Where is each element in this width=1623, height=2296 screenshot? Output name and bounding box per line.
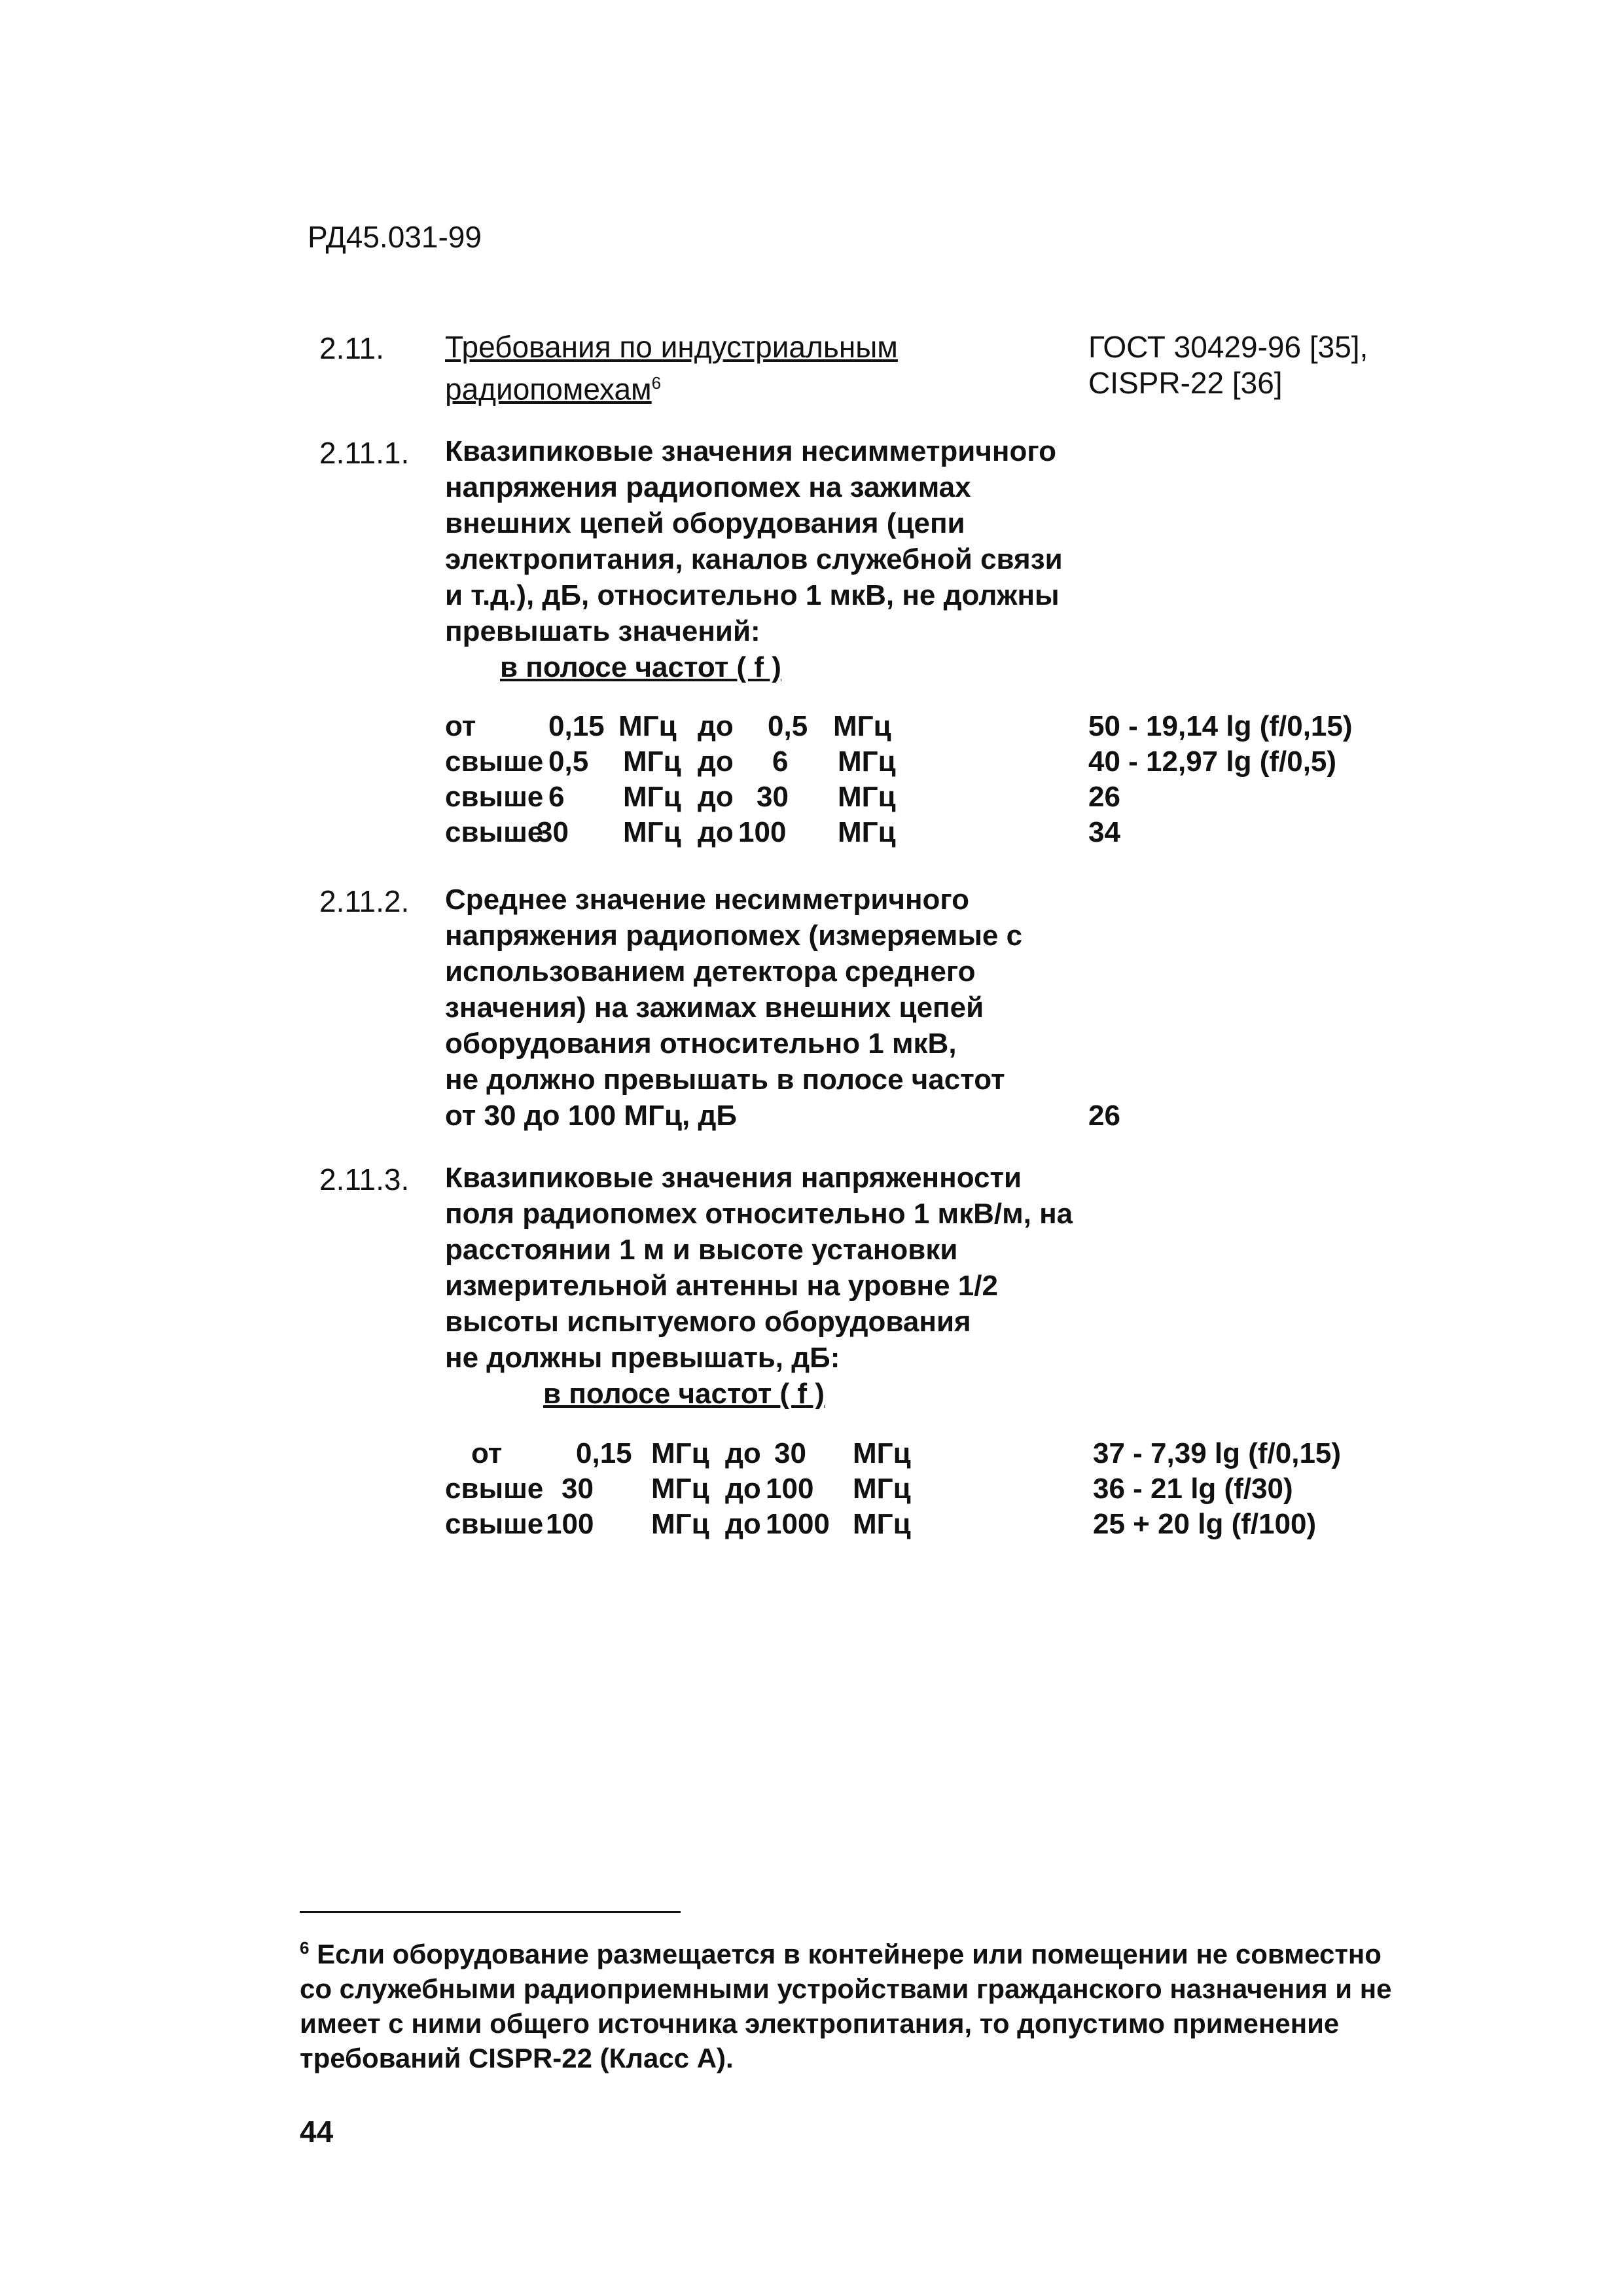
row-to: до (725, 1473, 761, 1505)
footnote-line: имеет с ними общего источника электропитания, то допустимо применение (300, 2008, 1340, 2039)
section-2-11-title (445, 329, 898, 407)
text-line: использованием детектора среднего (445, 956, 976, 988)
row-to: до (698, 781, 734, 813)
table-row (0, 779, 1623, 815)
text-line: внешних цепей оборудования (цепи (445, 507, 965, 539)
row-prefix: свыше (445, 816, 544, 848)
row-limit-value: 40 - 12,97 lg (f/0,5) (1088, 745, 1337, 778)
table-row (0, 1471, 1623, 1507)
section-2-11-2-value: 26 (1088, 1100, 1120, 1132)
row-to: до (698, 710, 734, 742)
footnote-line: со служебными радиоприемными устройствами гражданского назначения и не (300, 1973, 1392, 2004)
row-unit: МГц (853, 1508, 911, 1540)
text-line: Среднее значение несимметричного (445, 884, 970, 916)
text-line: значения) на зажимах внешних цепей (445, 992, 984, 1024)
row-from: 0,5 (548, 745, 589, 778)
row-limit-value: 26 (1088, 781, 1120, 813)
text-line: поля радиопомех относительно 1 мкВ/м, на (445, 1198, 1073, 1230)
row-unit: МГц (651, 1473, 709, 1505)
row-to: до (725, 1508, 761, 1540)
section-2-11-3-number: 2.11.3. (319, 1162, 410, 1196)
section-2-11-reference (1088, 329, 1368, 401)
text-line: электропитания, каналов служебной связи (445, 543, 1063, 575)
section-2-11-title-line1: Требования по индустриальным (445, 330, 898, 364)
row-limit-value: 36 - 21 lg (f/30) (1093, 1473, 1293, 1505)
row-to-value: 100 (766, 1473, 814, 1505)
row-prefix: свыше (445, 781, 544, 813)
row-from: 30 (537, 816, 569, 848)
section-2-11-1-text (445, 433, 1063, 685)
table-row (0, 814, 1623, 850)
row-unit: МГц (651, 1437, 709, 1469)
footnote-mark[interactable]: 6 (651, 373, 662, 393)
text-line: оборудования относительно 1 мкВ, (445, 1028, 957, 1060)
section-2-11-2-number: 2.11.2. (319, 884, 410, 918)
row-limit-value: 34 (1088, 816, 1120, 848)
section-2-11-title-line2: радиопомехам (445, 372, 652, 406)
section-2-11-3-text (445, 1160, 1073, 1412)
text-line: Квазипиковые значения напряженности (445, 1162, 1022, 1194)
footnote-line: Если оборудование размещается в контейнере или помещении не совместно (317, 1939, 1382, 1969)
text-line: измерительной антенны на уровне 1/2 (445, 1270, 998, 1302)
page-number: 44 (300, 2115, 334, 2149)
row-to: до (698, 816, 734, 848)
row-to-value: 0,5 (768, 710, 808, 742)
text-line: от 30 до 100 МГц, дБ (445, 1100, 738, 1132)
text-line: расстоянии 1 м и высоте установки (445, 1234, 958, 1266)
footnote-mark: 6 (300, 1938, 310, 1958)
row-from: 6 (548, 781, 565, 813)
row-limit-value: 25 + 20 lg (f/100) (1093, 1508, 1317, 1540)
footnote-separator (300, 1911, 681, 1913)
table-row (0, 744, 1623, 780)
row-from: 100 (546, 1508, 594, 1540)
table-row (0, 1435, 1623, 1471)
text-line: не должны превышать, дБ: (445, 1342, 840, 1374)
text-line: и т.д.), дБ, относительно 1 мкВ, не должны (445, 579, 1060, 611)
row-unit: МГц (838, 816, 896, 848)
text-line: Квазипиковые значения несимметричного (445, 435, 1056, 467)
row-limit-value: 50 - 19,14 lg (f/0,15) (1088, 710, 1353, 742)
band-label: в полосе частот ( f ) (543, 1378, 825, 1410)
section-2-11-2-text (445, 882, 1022, 1134)
row-prefix: от (471, 1437, 503, 1469)
row-unit: МГц (623, 745, 681, 778)
text-line: напряжения радиопомех на зажимах (445, 471, 971, 503)
row-unit: МГц (838, 745, 896, 778)
reference-cispr: CISPR-22 [36] (1088, 366, 1283, 400)
footnote (300, 1931, 1391, 2075)
section-2-11-1-number: 2.11.1. (319, 436, 410, 470)
table-row (0, 708, 1623, 744)
row-to-value: 1000 (766, 1508, 830, 1540)
row-to-value: 100 (738, 816, 787, 848)
row-prefix: свыше (445, 1508, 544, 1540)
row-to-value: 30 (774, 1437, 806, 1469)
row-from: 0,15 (576, 1437, 632, 1469)
row-to: до (698, 745, 734, 778)
row-from: 0,15 (548, 710, 605, 742)
row-unit: МГц (623, 816, 681, 848)
text-line: высоты испытуемого оборудования (445, 1306, 971, 1338)
row-prefix: свыше (445, 745, 544, 778)
row-to: до (725, 1437, 761, 1469)
row-unit: МГц (853, 1437, 911, 1469)
row-limit-value: 37 - 7,39 lg (f/0,15) (1093, 1437, 1342, 1469)
row-to-value: 30 (757, 781, 789, 813)
text-line: напряжения радиопомех (измеряемые с (445, 920, 1023, 952)
row-to-value: 6 (772, 745, 789, 778)
row-unit: МГц (651, 1508, 709, 1540)
document-code: РД45.031-99 (308, 220, 482, 254)
row-unit: МГц (838, 781, 896, 813)
section-2-11-number: 2.11. (319, 331, 384, 365)
text-line: превышать значений: (445, 615, 760, 647)
row-prefix: свыше (445, 1473, 544, 1505)
text-line: не должно превышать в полосе частот (445, 1064, 1005, 1096)
footnote-line: требований CISPR-22 (Класс А). (300, 2043, 734, 2073)
row-prefix: от (445, 710, 476, 742)
row-unit: МГц (618, 710, 677, 742)
row-unit: МГц (833, 710, 891, 742)
reference-gost: ГОСТ 30429-96 [35], (1088, 330, 1368, 364)
row-from: 30 (562, 1473, 594, 1505)
band-label: в полосе частот ( f ) (500, 651, 781, 683)
table-row (0, 1506, 1623, 1542)
row-unit: МГц (623, 781, 681, 813)
row-unit: МГц (853, 1473, 911, 1505)
